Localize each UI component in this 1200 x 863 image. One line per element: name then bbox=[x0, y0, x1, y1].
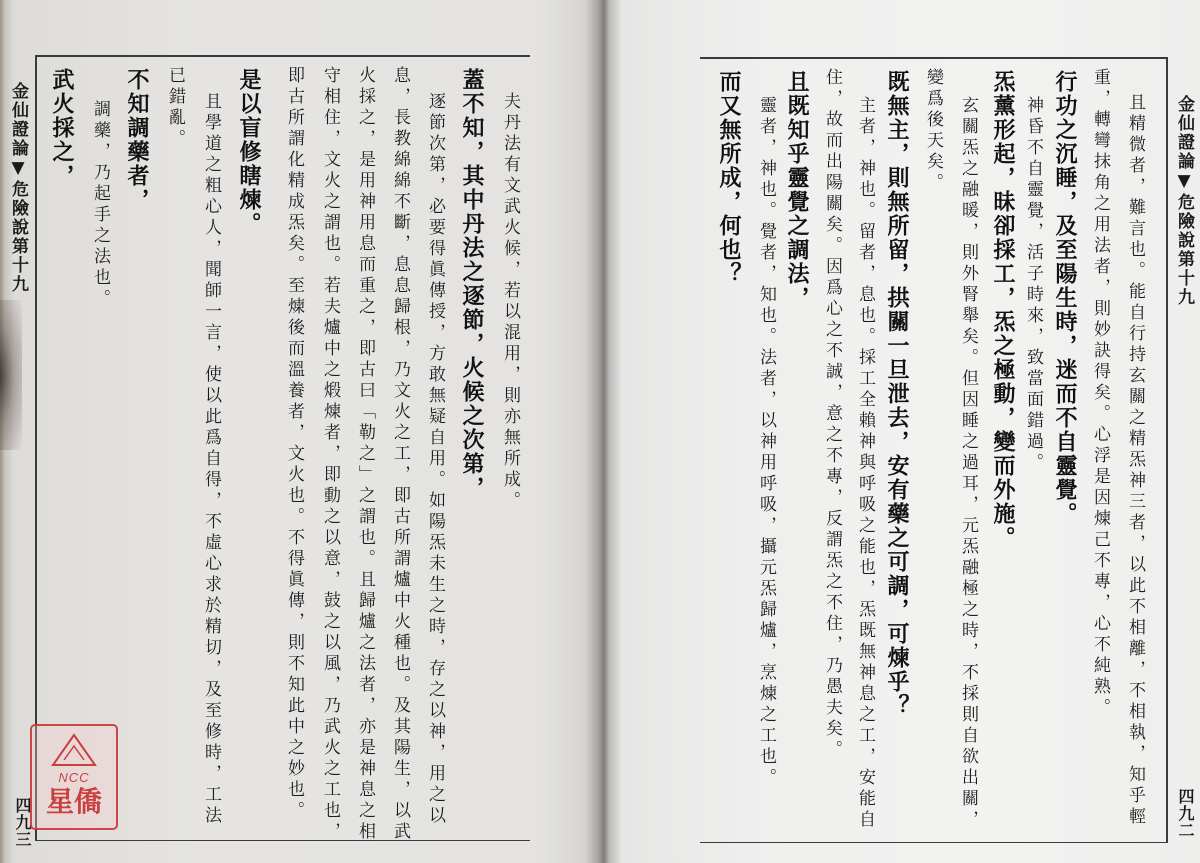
commentary-column: 靈者，神也。覺者，知也。法者，以神用呼吸，攝元炁歸爐，烹煉之工也。 bbox=[756, 96, 776, 789]
verse-heading-column: 武火採之， bbox=[49, 68, 75, 188]
right-page bbox=[600, 0, 1200, 863]
commentary-column: 住，故而出陽關矣。因爲心之不誠，意之不專，反謂炁之不住，乃愚夫矣。 bbox=[822, 68, 842, 761]
commentary-column: 且學道之粗心人，聞師一言，使以此爲自得，不虛心求於精切，及至修時，工法 bbox=[201, 92, 221, 827]
stamp-mark-text: NCC bbox=[58, 770, 90, 785]
commentary-column: 夫丹法有文武火候，若以混用，則亦無所成。 bbox=[500, 92, 520, 512]
triangle-logo-icon bbox=[50, 732, 98, 768]
page-number: 四九二 bbox=[1176, 788, 1195, 839]
commentary-column: 且精微者，難言也。能自行持玄關之精炁神三者，以此不相離，不相執，知乎輕 bbox=[1125, 93, 1145, 828]
commentary-column: 已錯亂。 bbox=[165, 66, 185, 150]
commentary-column: 逐節次第，必要得眞傳授，方敢無疑自用。如陽炁未生之時，存之以神，用之以 bbox=[425, 92, 445, 827]
commentary-column: 守相住，文火之謂也。若夫爐中之煅煉者，即動之以意，鼓之以風，乃武火之工也， bbox=[320, 66, 340, 843]
verse-heading-column: 行功之沉睡，及至陽生時，迷而不自靈覺。 bbox=[1052, 70, 1078, 526]
commentary-column: 調藥，乃起手之法也。 bbox=[90, 100, 110, 310]
commentary-column: 重，轉彎抹角之用法者，則妙訣得矣。心浮是因煉己不專，心不純熟。 bbox=[1090, 68, 1110, 719]
commentary-column: 變爲後天矣。 bbox=[923, 68, 943, 194]
commentary-column: 主者，神也。留者，息也。採工全賴神與呼吸之能也，炁既無神息之工，安能自 bbox=[855, 96, 875, 831]
commentary-column: 息，長教綿綿不斷，息息歸根，乃文火之工，即古所謂爐中火種也。及其陽生，以武 bbox=[390, 66, 410, 843]
commentary-column: 火採之，是用神用息而重之，即古曰「勒之」之謂也。且歸爐之法者，亦是神息之相 bbox=[355, 66, 375, 843]
verse-heading-column: 是以盲修瞎煉。 bbox=[236, 68, 262, 236]
page-frame-bottom bbox=[700, 842, 1167, 843]
page-number: 四九三 bbox=[13, 797, 32, 848]
verse-heading-column: 既無主，則無所留，拱關一旦泄去，安有藥之可調，可煉乎？ bbox=[884, 70, 910, 718]
page-frame-side bbox=[1166, 57, 1168, 843]
verse-heading-column: 不知調藥者， bbox=[124, 68, 150, 212]
page-frame-bottom bbox=[35, 840, 530, 841]
running-head: 金仙證論▼危險說第十九 bbox=[8, 82, 28, 294]
verse-heading-column: 而又無所成，何也？ bbox=[716, 70, 742, 286]
verse-heading-column: 炁薰形起，昧卻採工，炁之極動，變而外施。 bbox=[990, 70, 1016, 550]
page-frame-top bbox=[700, 57, 1167, 59]
commentary-column: 玄關炁之融暖，則外腎舉矣。但因睡之過耳，元炁融極之時，不採則自欲出關， bbox=[958, 96, 978, 831]
ncc-stamp-logo bbox=[30, 724, 118, 830]
commentary-column: 神昏不自靈覺，活子時來，致當面錯過。 bbox=[1023, 96, 1043, 474]
running-head: 金仙證論▼危險說第十九 bbox=[1174, 95, 1194, 307]
verse-heading-column: 蓋不知，其中丹法之逐節，火候之次第， bbox=[459, 68, 485, 500]
page-frame-top bbox=[35, 55, 530, 57]
stamp-name-text: 星僑 bbox=[45, 785, 102, 818]
commentary-column: 即古所謂化精成炁矣。至煉後而溫養者，文火也。不得眞傳，則不知此中之妙也。 bbox=[284, 66, 304, 822]
verse-heading-column: 且既知乎靈覺之調法， bbox=[784, 70, 810, 310]
